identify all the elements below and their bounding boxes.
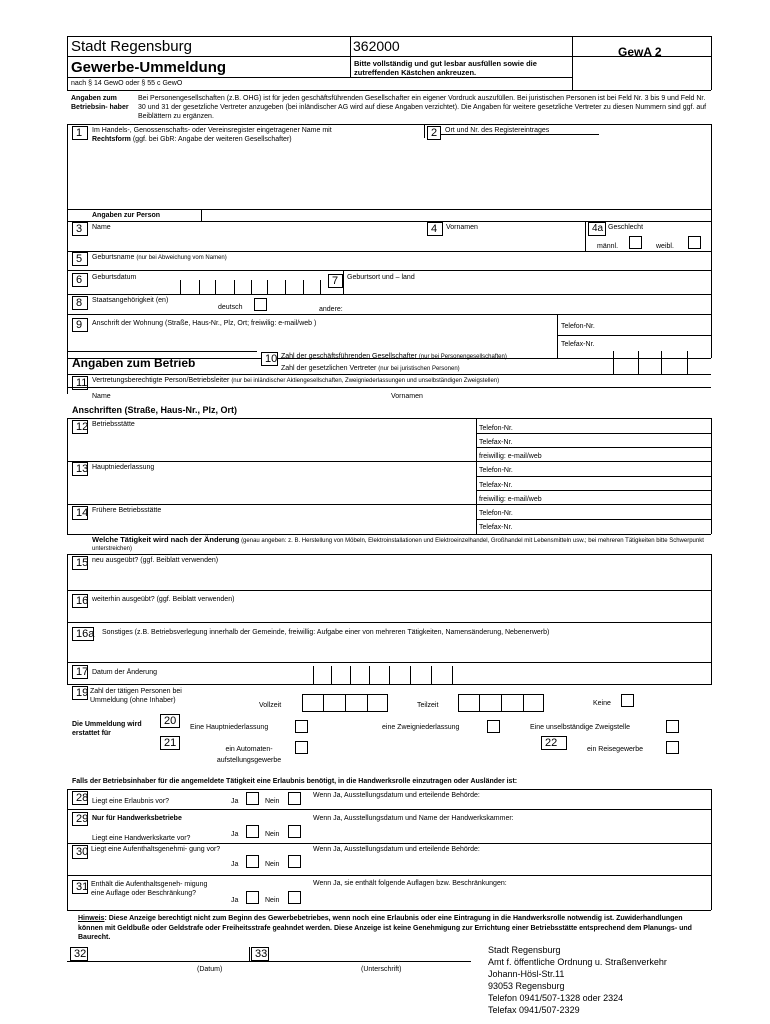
field-11-note: (nur bei inländischer Aktiengesellschaften, Zweigniederlassungen und unselbständigen Zweigstellen) [231, 378, 500, 384]
contact-phone-label: Telefon-Nr. [479, 510, 513, 517]
field-10-note: (nur bei Personengesellschaften) [418, 354, 507, 360]
field-6-label: Geburtsdatum [92, 274, 137, 281]
field-number: 31 [72, 880, 88, 894]
field-number: 32 [70, 947, 88, 961]
field-number: 30 [72, 845, 88, 859]
yes-label: Ja [231, 897, 239, 904]
gender-female-label: weibl. [656, 243, 674, 250]
field-4a-label: Geschlecht [608, 224, 644, 231]
field-4-label: Vornamen [446, 224, 478, 231]
field-number: 21 [160, 736, 180, 750]
vending-label: ein Automaten- aufstellungsgewerbe [216, 746, 282, 764]
field-number: 2 [427, 126, 441, 140]
form-code: 362000 [353, 38, 400, 54]
field-number: 10 [261, 352, 278, 366]
yes-label: Ja [231, 798, 239, 805]
restriction-yes-checkbox[interactable] [246, 891, 259, 904]
field-31-label: Enthält die Aufenthaltsgeneh- migung eine Auflage oder Beschränkung? [91, 881, 208, 897]
itinerant-label: ein Reisegewerbe [587, 746, 644, 753]
contact-fax-label: Telefax-Nr. [479, 482, 513, 489]
part-time-label: Teilzeit [417, 702, 439, 709]
field-number: 22 [541, 736, 567, 750]
field-7-label: Geburtsort und – land [347, 274, 415, 281]
field-28-label: Liegt eine Erlaubnis vor? [92, 798, 170, 805]
city-title: Stadt Regensburg [71, 38, 192, 55]
permit-header: Falls der Betriebsinhaber für die angemeldete Tätigkeit eine Erlaubnis benötigt, in die Handwerksrolle einzutragen oder Ausländer ist: [72, 778, 518, 785]
craft-card-no-checkbox[interactable] [288, 825, 301, 838]
date-label: (Datum) [197, 966, 223, 973]
field-29-label: Nur für Handwerksbetriebe [92, 815, 182, 822]
gender-male-checkbox[interactable] [629, 236, 642, 249]
field-9-label: Anschrift der Wohnung (Straße, Haus-Nr., Plz, Ort; freiwilig: e-mail/web ) [92, 320, 317, 327]
field-19-label: Zahl der tätigen Personen bei Ummeldung (ohne Inhaber) [90, 688, 182, 704]
none-label: Keine [593, 700, 611, 707]
residence-yes-checkbox[interactable] [246, 855, 259, 868]
legal-basis: nach § 14 GewO oder § 55 c GewO [71, 80, 183, 87]
contact-phone-label: Telefon-Nr. [479, 425, 513, 432]
field-28-if-yes: Wenn Ja, Ausstellungsdatum und erteilende Behörde: [313, 792, 480, 799]
field-number: 15 [72, 556, 88, 570]
field-1-rechtsform-note: (ggf. bei GbR: Angabe der weiteren Gesellschafter) [130, 136, 292, 143]
notice-text: : Diese Anzeige berechtigt nicht zum Beginn des Gewerbebetriebes, wenn noch eine Erlaubnis oder eine Eintragung in die Handwerksrolle notwendig ist. Zuwiderhandlungen können mit Geldbuße oder Geldstrafe oder Freiheitsstrafe geahndet werden. Diese Anzeige ist keine Genehmigung zur Errichtung einer Betriebsstätte entsprechend dem Planungs- und Baurecht. [78, 915, 692, 941]
field-14-label: Frühere Betriebsstätte [92, 507, 162, 514]
activity-header: Welche Tätigkeit wird nach der Änderung [92, 535, 240, 544]
field-number: 28 [72, 791, 88, 805]
permit-no-checkbox[interactable] [288, 792, 301, 805]
field-8-label: Staatsangehörigkeit (en) [92, 297, 169, 304]
field-29-if-yes: Wenn Ja, Ausstellungsdatum und Name der Handwerkskammer: [313, 815, 514, 822]
vending-checkbox[interactable] [295, 741, 308, 754]
field-1-label: Im Handels-, Genossenschafts- oder Vereinsregister eingetragener Name mit [92, 127, 332, 134]
field-number: 9 [72, 318, 88, 332]
field-16-label: weiterhin ausgeübt? (ggf. Beiblatt verwenden) [92, 596, 235, 603]
business-section-header: Angaben zum Betrieb [72, 356, 196, 370]
form-title: Gewerbe-Ummeldung [71, 59, 227, 76]
itinerant-checkbox[interactable] [666, 741, 679, 754]
authority-line-6: Telefax 0941/507-2329 [488, 1005, 580, 1015]
field-11-name-label: Name [92, 393, 111, 400]
notice-label: Hinweis [78, 915, 105, 922]
yes-label: Ja [231, 831, 239, 838]
field-number: 5 [72, 252, 88, 266]
field-10-note-2: (nur bei juristischen Personen) [378, 366, 460, 372]
field-number: 14 [72, 506, 88, 520]
permit-yes-checkbox[interactable] [246, 792, 259, 805]
field-30-if-yes: Wenn Ja, Ausstellungsdatum und erteilende Behörde: [313, 846, 480, 853]
field-number: 16a [72, 627, 94, 641]
field-11-firstname-label: Vornamen [391, 393, 423, 400]
contact-email-label: freiwillig: e-mail/web [479, 453, 542, 460]
field-number: 33 [251, 947, 269, 961]
person-section-header: Angaben zur Person [92, 212, 161, 219]
field-number: 11 [72, 376, 88, 390]
field-5-label: Geburtsname [92, 254, 135, 261]
field-30-label: Liegt eine Aufenthaltsgenehmi- gung vor? [91, 846, 221, 853]
none-checkbox[interactable] [621, 694, 634, 707]
field-number: 4 [427, 222, 443, 236]
field-9-phone-label: Telefon-Nr. [561, 323, 595, 330]
field-number: 13 [72, 462, 88, 476]
field-12-label: Betriebsstätte [92, 421, 135, 428]
field-number: 20 [160, 714, 180, 728]
no-label: Nein [265, 798, 280, 805]
field-number: 7 [328, 274, 343, 288]
form-id: GewA 2 [618, 45, 662, 59]
contact-fax-label: Telefax-Nr. [479, 524, 513, 531]
intro-label: Angaben zum Betriebsin- haber [71, 95, 129, 111]
intro-text: Bei Personengesellschaften (z.B. OHG) ist für jeden geschäftsführenden Gesellschafter ein eigener Vordruck auszufüllen. Bei juristischen Personen ist bei Feld Nr. 3 bis 9 und Feld Nr. 30 und 31 der gesetzliche Vertreter anzugeben (bei inländischer AG wird auf diese Angaben verzichtet). Die Angaben für weitere gesetzliche Vertreter zu diesen Nummern sind ggf. auf Beiblättern zu ergänzen. [138, 95, 707, 120]
field-number: 4a [588, 222, 606, 236]
branch-label: eine Zweigniederlassung [382, 724, 460, 731]
field-9-fax-label: Telefax-Nr. [561, 341, 595, 348]
field-13-label: Hauptniederlassung [92, 464, 155, 471]
authority-line-4: 93053 Regensburg [488, 981, 565, 991]
activity-note: (genau angeben: z. B. Herstellung von Möbeln, Elektroinstallationen und Elektroeinzelhandel, Großhandel mit Lebensmitteln usw.; bei mehreren Tätigkeiten bitte Schwerpunkt unterstreichen) [92, 538, 704, 552]
field-3-label: Name [92, 224, 111, 231]
field-15-label: neu ausgeübt? (ggf. Beiblatt verwenden) [92, 557, 219, 564]
field-10-label-2: Zahl der gesetzlichen Vertreter [281, 365, 377, 372]
field-11-label: Vertretungsberechtigte Person/Betriebsleiter [92, 377, 230, 384]
field-number: 12 [72, 420, 88, 434]
contact-phone-label: Telefon-Nr. [479, 467, 513, 474]
residence-no-checkbox[interactable] [288, 855, 301, 868]
field-2-label: Ort und Nr. des Registereintrages [445, 127, 550, 134]
registration-label: Die Ummeldung wird erstattet für [72, 721, 142, 737]
no-label: Nein [265, 831, 280, 838]
contact-fax-label: Telefax-Nr. [479, 439, 513, 446]
authority-line-5: Telefon 0941/507-1328 oder 2324 [488, 993, 624, 1003]
nationality-german-label: deutsch [218, 304, 243, 311]
field-1-rechtsform: Rechtsform [92, 136, 131, 143]
nationality-german-checkbox[interactable] [254, 298, 267, 311]
field-10-label: Zahl der geschäftsführenden Gesellschafter [281, 353, 417, 360]
field-17-label: Datum der Änderung [92, 669, 157, 676]
field-number: 3 [72, 222, 88, 236]
yes-label: Ja [231, 861, 239, 868]
field-number: 17 [72, 665, 88, 679]
field-29-label-2: Liegt eine Handwerkskarte vor? [92, 835, 191, 842]
field-number: 29 [72, 812, 88, 826]
craft-card-yes-checkbox[interactable] [246, 825, 259, 838]
dependent-branch-checkbox[interactable] [666, 720, 679, 733]
field-31-if-yes: Wenn Ja, sie enthält folgende Auflagen bzw. Beschränkungen: [313, 880, 507, 887]
nationality-other-label: andere: [319, 306, 343, 313]
field-16a-label: Sonstiges (z.B. Betriebsverlegung innerhalb der Gemeinde, freiwillig: Aufgabe einer von mehreren Tätigkeiten, Namensänderung, Nebenerwerb) [102, 629, 550, 636]
signature-label: (Unterschrift) [361, 966, 402, 973]
field-5-note: (nur bei Abweichung vom Namen) [136, 255, 227, 261]
field-number: 16 [72, 594, 88, 608]
field-number: 6 [72, 273, 88, 287]
authority-line-3: Johann-Hösl-Str.11 [488, 969, 565, 979]
main-branch-checkbox[interactable] [295, 720, 308, 733]
fill-instruction: Bitte vollständig und gut lesbar ausfüllen sowie die zutreffenden Kästchen ankreuzen. [354, 59, 537, 77]
restriction-no-checkbox[interactable] [288, 891, 301, 904]
field-number: 8 [72, 296, 88, 310]
gender-male-label: männl. [597, 243, 619, 250]
main-branch-label: Eine Hauptniederlassung [190, 724, 269, 731]
full-time-label: Vollzeit [259, 702, 282, 709]
field-number: 1 [72, 126, 88, 140]
branch-checkbox[interactable] [487, 720, 500, 733]
contact-email-label: freiwillig: e-mail/web [479, 496, 542, 503]
gender-female-checkbox[interactable] [688, 236, 701, 249]
authority-line-2: Amt f. öffentliche Ordnung u. Straßenverkehr [488, 957, 667, 967]
no-label: Nein [265, 861, 280, 868]
dependent-branch-label: Eine unselbständige Zweigstelle [530, 724, 631, 731]
authority-line-1: Stadt Regensburg [488, 945, 561, 955]
addresses-section-header: Anschriften (Straße, Haus-Nr., Plz, Ort) [72, 405, 238, 415]
no-label: Nein [265, 897, 280, 904]
field-number: 19 [72, 686, 88, 700]
